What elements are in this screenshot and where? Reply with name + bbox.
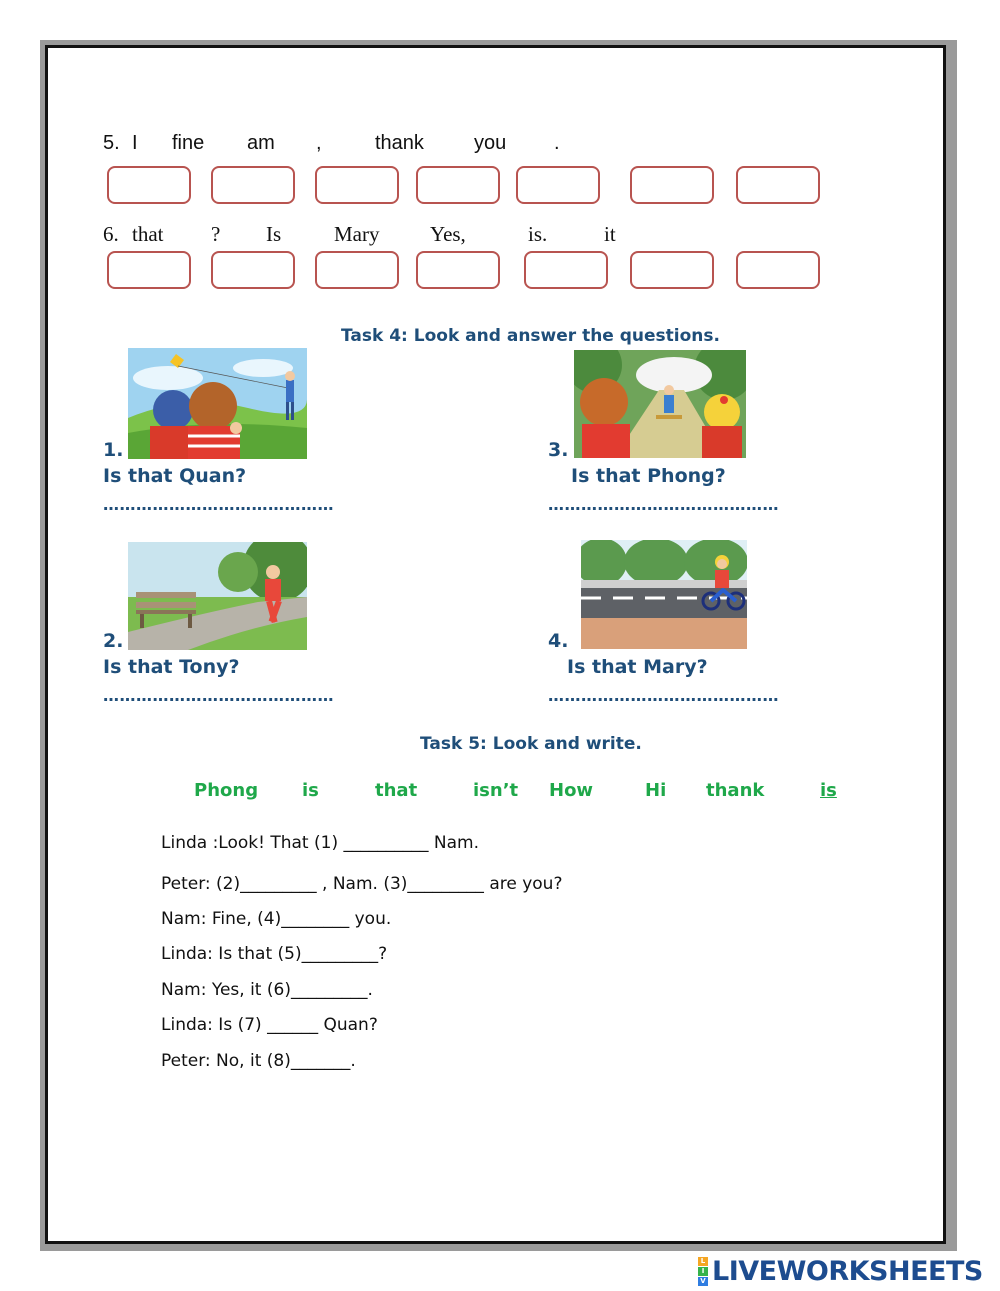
q5-word-6: you [474,132,507,154]
q6-answer-box-5[interactable] [524,251,608,289]
q6-answer-box-3[interactable] [315,251,399,289]
q6-word-7: it [604,222,616,246]
dialogue-line-6: Linda: Is (7) ______ Quan? [161,1015,378,1035]
dialogue-line-5: Nam: Yes, it (6)_________. [161,980,373,1000]
word-bank-is-2: is [820,780,837,801]
q5-answer-box-6[interactable] [630,166,714,204]
q6-answer-box-4[interactable] [416,251,500,289]
task4-q2-answer-line[interactable]: …………………………………… [103,686,334,705]
q6-number: 6. [103,222,119,246]
word-bank-that: that [375,780,418,801]
word-bank-is: is [302,780,319,801]
word-bank-isnt: isn’t [473,780,519,801]
q5-word-7: . [554,132,560,154]
q6-answer-box-2[interactable] [211,251,295,289]
q5-answer-box-7[interactable] [736,166,820,204]
q6-word-1: that [132,222,164,246]
logo-block-v: V [698,1277,708,1286]
dialogue-line-1: Linda :Look! That (1) __________ Nam. [161,833,479,853]
picture-girl-bike [581,540,747,649]
picture-kids-kite [128,348,307,459]
q5-word-2: fine [172,132,205,154]
task4-q2-question: Is that Tony? [103,656,240,678]
q5-answer-box-2[interactable] [211,166,295,204]
q5-answer-box-3[interactable] [315,166,399,204]
task4-q3-question: Is that Phong? [571,465,726,487]
q6-word-3: Is [266,222,282,246]
task5-title: Task 5: Look and write. [420,734,642,754]
q6-word-4: Mary [334,222,380,246]
q5-word-5: thank [375,132,424,154]
task4-q1-question: Is that Quan? [103,465,247,487]
q5-answer-box-5[interactable] [516,166,600,204]
task4-q1-answer-line[interactable]: …………………………………… [103,495,334,514]
dialogue-line-7: Peter: No, it (8)_______. [161,1051,356,1071]
word-bank-phong: Phong [194,780,259,801]
q6-answer-box-1[interactable] [107,251,191,289]
q6-answer-box-6[interactable] [630,251,714,289]
dialogue-line-2: Peter: (2)_________ , Nam. (3)_________ are you? [161,874,563,894]
task4-title: Task 4: Look and answer the questions. [341,326,720,346]
q5-number: 5. [103,132,120,154]
picture-boy-running [128,542,307,650]
dialogue-line-3: Nam: Fine, (4)________ you. [161,909,392,929]
dialogue-line-4: Linda: Is that (5)_________? [161,944,388,964]
word-bank-how: How [549,780,594,801]
logo-text: LIVEWORKSHEETS [712,1256,983,1287]
q6-word-6: is. [528,222,548,246]
logo-block-l: L [698,1257,708,1266]
task4-q2-number: 2. [103,630,124,652]
liveworksheets-logo [698,1256,983,1287]
word-bank-hi: Hi [645,780,667,801]
q5-word-4: , [316,132,322,154]
logo-blocks-icon [698,1257,708,1286]
task4-q4-question: Is that Mary? [567,656,708,678]
task4-q4-number: 4. [548,630,569,652]
q5-answer-box-4[interactable] [416,166,500,204]
logo-block-i: I [698,1267,708,1276]
task4-q4-answer-line[interactable]: …………………………………… [548,686,779,705]
q6-answer-box-7[interactable] [736,251,820,289]
q5-word-1: I [132,132,138,154]
task4-q1-number: 1. [103,439,124,461]
q6-word-2: ? [211,222,221,246]
word-bank-thank: thank [706,780,765,801]
q5-word-3: am [247,132,275,154]
q6-word-5: Yes, [430,222,466,246]
task4-q3-number: 3. [548,439,569,461]
picture-kids-skateboard [574,350,746,458]
q5-answer-box-1[interactable] [107,166,191,204]
task4-q3-answer-line[interactable]: …………………………………… [548,495,779,514]
